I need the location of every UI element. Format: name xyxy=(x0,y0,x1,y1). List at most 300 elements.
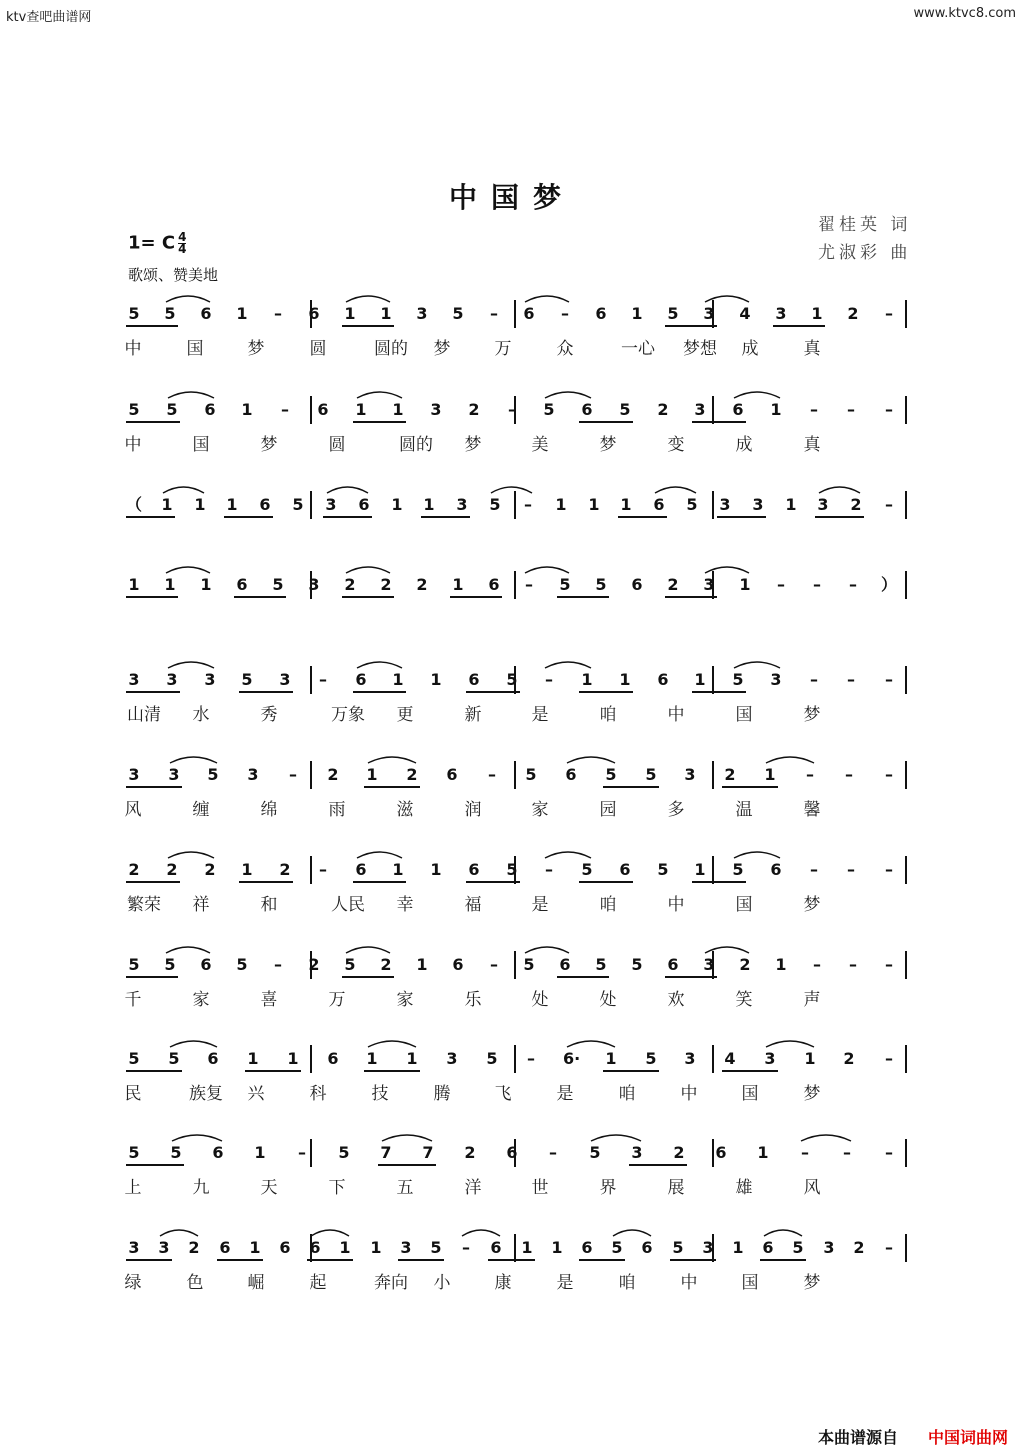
note: – xyxy=(885,955,893,974)
note: 3 xyxy=(128,1238,140,1257)
lyric-syllable: 众 xyxy=(556,339,574,359)
note: 5 xyxy=(452,304,464,323)
lyric-syllable: 是 xyxy=(556,1273,574,1293)
note: 6 xyxy=(279,1238,291,1257)
note: 5 xyxy=(589,1143,601,1162)
note: 6 xyxy=(732,400,744,419)
note: 3 xyxy=(308,575,320,594)
lyric-syllable: 万 xyxy=(494,339,512,359)
lyric-syllable: 家 xyxy=(192,990,210,1010)
lyricist: 翟桂英 词 xyxy=(818,215,912,235)
note: – xyxy=(561,304,569,323)
note: 1 xyxy=(339,1238,351,1257)
note: 3 xyxy=(752,495,764,514)
note: 1 xyxy=(775,955,787,974)
lyric-syllable: 风 xyxy=(803,1178,821,1198)
note: 6 xyxy=(506,1143,518,1162)
note: 1 xyxy=(757,1143,769,1162)
note: – xyxy=(885,400,893,419)
note: 5 xyxy=(611,1238,623,1257)
lyric-syllable: 圆 xyxy=(309,339,327,359)
note: 5 xyxy=(525,765,537,784)
lyric-syllable: 园 xyxy=(599,800,617,820)
lyric-syllable: 山清 xyxy=(127,705,161,725)
note: – xyxy=(847,400,855,419)
note: 3 xyxy=(764,1049,776,1068)
note: – xyxy=(813,575,821,594)
note: 1 xyxy=(764,765,776,784)
note: – xyxy=(545,670,553,689)
lyric-syllable: 万象 xyxy=(331,705,365,725)
note: – xyxy=(490,304,498,323)
note: 1 xyxy=(521,1238,533,1257)
note: 2 xyxy=(380,955,392,974)
note: 6 xyxy=(595,304,607,323)
note: 3 xyxy=(694,400,706,419)
note: 6 xyxy=(667,955,679,974)
note: 3 xyxy=(631,1143,643,1162)
lyric-syllable: 梦 xyxy=(803,705,821,725)
note: 5 xyxy=(128,1049,140,1068)
note: 2 xyxy=(464,1143,476,1162)
note: 1 xyxy=(200,575,212,594)
note: 6 xyxy=(715,1143,727,1162)
note: – xyxy=(319,670,327,689)
note: 1 xyxy=(739,575,751,594)
time-denominator: 4 xyxy=(178,242,187,256)
note: 6 xyxy=(200,304,212,323)
note: – xyxy=(885,304,893,323)
note: 3 xyxy=(684,765,696,784)
key-prefix: 1= C xyxy=(128,232,176,254)
lyric-syllable: 处 xyxy=(531,990,549,1010)
note: 2 xyxy=(850,495,862,514)
note: 5 xyxy=(686,495,698,514)
note: 2 xyxy=(166,860,178,879)
lyric-syllable: 家 xyxy=(396,990,414,1010)
lyric-syllable: 咱 xyxy=(618,1084,636,1104)
note: 3 xyxy=(128,670,140,689)
note: 5 xyxy=(595,575,607,594)
lyric-syllable: 圆的 xyxy=(374,339,408,359)
lyric-syllable: 梦 xyxy=(803,1084,821,1104)
note: 2 xyxy=(416,575,428,594)
slur-arc xyxy=(160,1230,198,1236)
note: 5 xyxy=(732,670,744,689)
note: 5 xyxy=(164,304,176,323)
note: – xyxy=(885,495,893,514)
lyric-syllable: 九 xyxy=(192,1178,210,1198)
lyric-syllable: 下 xyxy=(328,1178,346,1198)
note: – xyxy=(274,955,282,974)
lyric-syllable: 五 xyxy=(396,1178,414,1198)
note: 6 xyxy=(468,860,480,879)
note: 2 xyxy=(188,1238,200,1257)
note: 1 xyxy=(392,860,404,879)
note: – xyxy=(508,400,516,419)
note: 5 xyxy=(128,1143,140,1162)
note: 5 xyxy=(486,1049,498,1068)
lyric-syllable: 成 xyxy=(741,339,759,359)
note: ） xyxy=(881,575,898,594)
lyric-syllable: 一心 xyxy=(621,339,655,359)
slur-arc xyxy=(764,1230,802,1236)
lyric-syllable: 馨 xyxy=(803,800,821,820)
lyric-syllable: 变 xyxy=(667,435,685,455)
footer-source-label: 本曲谱源自 xyxy=(818,1428,899,1447)
note: 5 xyxy=(272,575,284,594)
note: 2 xyxy=(128,860,140,879)
note: – xyxy=(525,575,533,594)
lyric-syllable: 梦想 xyxy=(683,339,717,359)
note: 6 xyxy=(219,1238,231,1257)
lyric-syllable: 润 xyxy=(464,800,482,820)
lyric-syllable: 绿 xyxy=(124,1273,142,1293)
note: 5 xyxy=(338,1143,350,1162)
note: – xyxy=(545,860,553,879)
note: 2 xyxy=(843,1049,855,1068)
lyric-syllable: 新 xyxy=(464,705,482,725)
lyric-syllable: 温 xyxy=(735,800,753,820)
note: 1 xyxy=(366,765,378,784)
note: 2 xyxy=(327,765,339,784)
lyric-syllable: 中 xyxy=(680,1273,698,1293)
note: 6 xyxy=(657,670,669,689)
lyric-syllable: 成 xyxy=(735,435,753,455)
note: 6 xyxy=(619,860,631,879)
lyric-syllable: 国 xyxy=(741,1084,759,1104)
note: – xyxy=(885,1143,893,1162)
note: 1 xyxy=(391,495,403,514)
site-label-right: www.ktvc8.com xyxy=(913,6,1016,21)
lyric-syllable: 咱 xyxy=(599,895,617,915)
note: 6 xyxy=(641,1238,653,1257)
note: 1 xyxy=(380,304,392,323)
note: 3 xyxy=(770,670,782,689)
lyric-syllable: 天 xyxy=(260,1178,278,1198)
note: 5 xyxy=(168,1049,180,1068)
note: 1 xyxy=(128,575,140,594)
note: 5 xyxy=(523,955,535,974)
lyric-syllable: 风 xyxy=(124,800,142,820)
note: 1 xyxy=(194,495,206,514)
note: 3 xyxy=(166,670,178,689)
site-label-left: ktv查吧曲谱网 xyxy=(6,10,92,25)
note: 1 xyxy=(392,400,404,419)
lyric-syllable: 飞 xyxy=(494,1084,512,1104)
lyric-syllable: 梦 xyxy=(599,435,617,455)
note: 2 xyxy=(724,765,736,784)
note: – xyxy=(490,955,498,974)
note: 5 xyxy=(170,1143,182,1162)
note: 6 xyxy=(468,670,480,689)
note: 1 xyxy=(287,1049,299,1068)
lyric-syllable: 奔向 xyxy=(374,1273,408,1293)
note: 3 xyxy=(684,1049,696,1068)
note: 1 xyxy=(430,860,442,879)
lyric-syllable: 起 xyxy=(309,1273,327,1293)
note: 5 xyxy=(292,495,304,514)
lyric-syllable: 是 xyxy=(531,895,549,915)
lyric-syllable: 中 xyxy=(667,705,685,725)
note: 3 xyxy=(416,304,428,323)
note: 1 xyxy=(344,304,356,323)
note: 6 xyxy=(653,495,665,514)
note: 6 xyxy=(355,860,367,879)
lyric-syllable: 和 xyxy=(260,895,278,915)
note: 6 xyxy=(327,1049,339,1068)
note: 1 xyxy=(392,670,404,689)
lyric-syllable: 中 xyxy=(667,895,685,915)
lyric-syllable: 祥 xyxy=(192,895,210,915)
slur-arc xyxy=(462,1230,500,1236)
note: – xyxy=(549,1143,557,1162)
note: 5 xyxy=(619,400,631,419)
note: 2 xyxy=(204,860,216,879)
note: 1 xyxy=(161,495,173,514)
note: 2 xyxy=(657,400,669,419)
note: 5 xyxy=(657,860,669,879)
note: 2 xyxy=(673,1143,685,1162)
note: 6 xyxy=(358,495,370,514)
footer-site-name: 中国词曲网 xyxy=(928,1428,1009,1447)
note: 3 xyxy=(430,400,442,419)
lyric-syllable: 幸 xyxy=(396,895,414,915)
lyric-syllable: 是 xyxy=(531,705,549,725)
note: 2 xyxy=(279,860,291,879)
lyric-syllable: 福 xyxy=(464,895,482,915)
lyric-syllable: 民 xyxy=(124,1084,142,1104)
note: – xyxy=(810,400,818,419)
lyric-syllable: 真 xyxy=(803,339,821,359)
note: 3 xyxy=(775,304,787,323)
note: 7 xyxy=(380,1143,392,1162)
note: 1 xyxy=(254,1143,266,1162)
note: 6 xyxy=(236,575,248,594)
note: 5 xyxy=(489,495,501,514)
note: – xyxy=(298,1143,306,1162)
lyric-syllable: 美 xyxy=(531,435,549,455)
note: 6 xyxy=(200,955,212,974)
note: 5 xyxy=(344,955,356,974)
note: 3 xyxy=(703,955,715,974)
lyric-syllable: 梦 xyxy=(464,435,482,455)
lyric-syllable: 万 xyxy=(328,990,346,1010)
lyric-syllable: 梦 xyxy=(433,339,451,359)
lyric-syllable: 梦 xyxy=(803,895,821,915)
lyric-syllable: 展 xyxy=(667,1178,685,1198)
note: 6 xyxy=(452,955,464,974)
lyric-syllable: 洋 xyxy=(464,1178,482,1198)
note: 6 xyxy=(523,304,535,323)
lyric-syllable: 世 xyxy=(531,1178,549,1198)
note: 5 xyxy=(430,1238,442,1257)
note: 5 xyxy=(581,860,593,879)
lyric-syllable: 圆的 xyxy=(399,435,433,455)
note: – xyxy=(274,304,282,323)
lyric-syllable: 国 xyxy=(735,895,753,915)
lyric-syllable: 雄 xyxy=(735,1178,753,1198)
note: 6 xyxy=(308,304,320,323)
note: 3 xyxy=(158,1238,170,1257)
note: 1 xyxy=(804,1049,816,1068)
note: 1 xyxy=(551,1238,563,1257)
note: 5 xyxy=(207,765,219,784)
note: – xyxy=(289,765,297,784)
note: 1 xyxy=(355,400,367,419)
lyric-syllable: 更 xyxy=(396,705,414,725)
lyric-syllable: 梦 xyxy=(260,435,278,455)
note: 1 xyxy=(366,1049,378,1068)
note: 2 xyxy=(308,955,320,974)
note: 2 xyxy=(406,765,418,784)
note: – xyxy=(527,1049,535,1068)
lyric-syllable: 小 xyxy=(433,1273,451,1293)
note: 1 xyxy=(406,1049,418,1068)
note: 1 xyxy=(555,495,567,514)
note: 5 xyxy=(166,400,178,419)
lyric-syllable: 笑 xyxy=(735,990,753,1010)
note: 1 xyxy=(164,575,176,594)
note: 6 xyxy=(309,1238,321,1257)
lyric-syllable: 康 xyxy=(494,1273,512,1293)
note: 2 xyxy=(739,955,751,974)
note: 5 xyxy=(128,304,140,323)
note: 2 xyxy=(380,575,392,594)
lyric-syllable: 真 xyxy=(803,435,821,455)
lyric-syllable: 崛 xyxy=(247,1273,265,1293)
note: – xyxy=(885,1238,893,1257)
lyric-syllable: 腾 xyxy=(433,1084,451,1104)
lyric-syllable: 欢 xyxy=(667,990,685,1010)
note: 6 xyxy=(565,765,577,784)
lyric-syllable: 喜 xyxy=(260,990,278,1010)
note: 3 xyxy=(325,495,337,514)
note: 6 xyxy=(317,400,329,419)
lyric-syllable: 家 xyxy=(531,800,549,820)
note: 2 xyxy=(847,304,859,323)
note: 1 xyxy=(423,495,435,514)
lyric-syllable: 雨 xyxy=(328,800,346,820)
note: 6 xyxy=(559,955,571,974)
note: – xyxy=(488,765,496,784)
lyric-syllable: 国 xyxy=(741,1273,759,1293)
note: – xyxy=(319,860,327,879)
lyric-syllable: 中 xyxy=(124,435,142,455)
composer: 尤淑彩 曲 xyxy=(818,243,912,263)
note: 5 xyxy=(672,1238,684,1257)
note: 1 xyxy=(588,495,600,514)
note: 1 xyxy=(605,1049,617,1068)
note: 1 xyxy=(620,495,632,514)
note: 1 xyxy=(770,400,782,419)
note: 2 xyxy=(344,575,356,594)
note: 6 xyxy=(581,400,593,419)
lyric-syllable: 圆 xyxy=(328,435,346,455)
note: 3 xyxy=(456,495,468,514)
note: 1 xyxy=(581,670,593,689)
note: 6 xyxy=(212,1143,224,1162)
lyric-syllable: 中 xyxy=(680,1084,698,1104)
lyric-syllable: 国 xyxy=(192,435,210,455)
note: – xyxy=(849,575,857,594)
note: 4 xyxy=(724,1049,736,1068)
lyric-syllable: 多 xyxy=(667,800,685,820)
note: 5 xyxy=(236,955,248,974)
lyric-syllable: 界 xyxy=(599,1178,617,1198)
note: 1 xyxy=(811,304,823,323)
note: 5 xyxy=(506,860,518,879)
note: 2 xyxy=(853,1238,865,1257)
note: 5 xyxy=(631,955,643,974)
lyric-syllable: 中 xyxy=(124,339,142,359)
song-title: 中国梦 xyxy=(448,181,575,214)
note: （ xyxy=(126,495,143,514)
note: 1 xyxy=(430,670,442,689)
lyric-syllable: 梦 xyxy=(247,339,265,359)
lyric-syllable: 兴 xyxy=(247,1084,265,1104)
note: 2 xyxy=(468,400,480,419)
note: 3 xyxy=(168,765,180,784)
note: 1 xyxy=(631,304,643,323)
note: 3 xyxy=(247,765,259,784)
lyric-syllable: 秀 xyxy=(260,705,278,725)
note: 1 xyxy=(416,955,428,974)
note: 1 xyxy=(226,495,238,514)
lyric-syllable: 色 xyxy=(186,1273,204,1293)
note: 1 xyxy=(785,495,797,514)
note: 6 xyxy=(762,1238,774,1257)
lyric-syllable: 梦 xyxy=(803,1273,821,1293)
lyric-syllable: 声 xyxy=(803,990,821,1010)
lyric-syllable: 绵 xyxy=(260,800,278,820)
lyric-syllable: 是 xyxy=(556,1084,574,1104)
note: – xyxy=(885,765,893,784)
lyric-syllable: 缠 xyxy=(192,800,210,820)
note: 1 xyxy=(694,670,706,689)
note: – xyxy=(810,860,818,879)
note: 6 xyxy=(581,1238,593,1257)
lyric-syllable: 咱 xyxy=(618,1273,636,1293)
note: 1 xyxy=(247,1049,259,1068)
note: 5 xyxy=(559,575,571,594)
note: – xyxy=(843,1143,851,1162)
note: – xyxy=(813,955,821,974)
lyric-syllable: 科 xyxy=(309,1084,327,1104)
note: 6 xyxy=(259,495,271,514)
lyric-syllable: 族复 xyxy=(189,1084,223,1104)
note: 6 xyxy=(490,1238,502,1257)
note: 4 xyxy=(739,304,751,323)
note: 6 xyxy=(631,575,643,594)
note: 1 xyxy=(249,1238,261,1257)
note: 3 xyxy=(446,1049,458,1068)
note: – xyxy=(777,575,785,594)
lyric-syllable: 处 xyxy=(599,990,617,1010)
note: 6 xyxy=(207,1049,219,1068)
note: – xyxy=(462,1238,470,1257)
note: 3 xyxy=(719,495,731,514)
slur-arc xyxy=(613,1230,651,1236)
note: 5 xyxy=(595,955,607,974)
note: 5 xyxy=(645,1049,657,1068)
lyric-syllable: 人民 xyxy=(331,895,365,915)
note: 5 xyxy=(605,765,617,784)
note: 5 xyxy=(241,670,253,689)
note: 3 xyxy=(204,670,216,689)
lyric-syllable: 千 xyxy=(124,990,142,1010)
note: 3 xyxy=(702,1238,714,1257)
